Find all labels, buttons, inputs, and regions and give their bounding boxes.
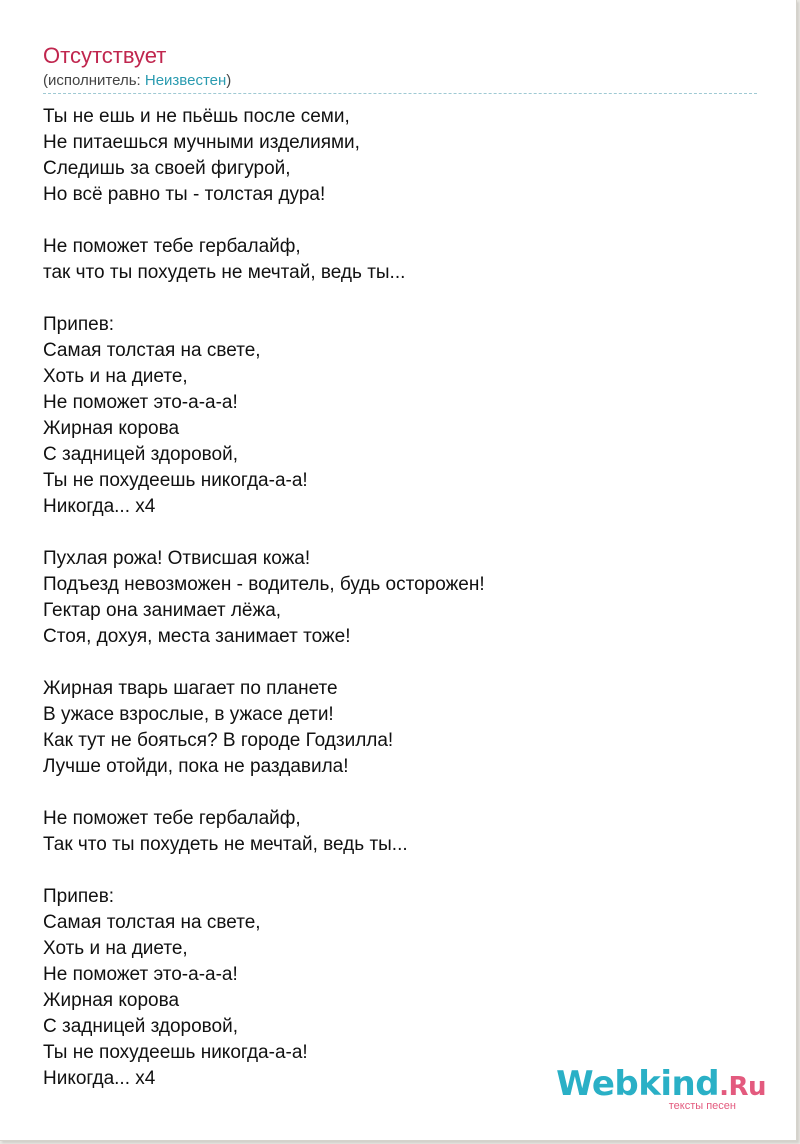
lyric-line: Хоть и на диете, xyxy=(43,938,188,959)
lyric-line: С задницей здоровой, xyxy=(43,1016,239,1037)
lyric-line: Так что ты похудеть не мечтай, ведь ты... xyxy=(43,834,408,855)
stanza-break xyxy=(43,520,485,546)
lyric-line: Жирная тварь шагает по планете xyxy=(43,678,338,699)
stanza-break xyxy=(43,286,485,312)
lyric-line: Не поможет это-а-а-а! xyxy=(43,964,238,985)
lyric-line: С задницей здоровой, xyxy=(43,444,239,465)
stanza-break xyxy=(43,650,485,676)
lyric-line: Припев: xyxy=(43,886,115,907)
lyric-line: В ужасе взрослые, в ужасе дети! xyxy=(43,704,334,725)
logo-tld: .Ru xyxy=(719,1072,766,1102)
lyric-line: Самая толстая на свете, xyxy=(43,340,261,361)
lyric-line: Лучше отойди, пока не раздавила! xyxy=(43,756,349,777)
lyric-line: Самая толстая на свете, xyxy=(43,912,261,933)
lyric-line: Подъезд невозможен - водитель, будь осторожен! xyxy=(43,574,485,595)
webkind-logo xyxy=(556,1066,766,1112)
lyric-line: Ты не похудеешь никогда-а-а! xyxy=(43,470,308,491)
lyric-line: Но всё равно ты - толстая дура! xyxy=(43,184,326,205)
lyric-line: Не поможет тебе гербалайф, xyxy=(43,236,301,257)
lyric-line: Жирная корова xyxy=(43,418,180,439)
lyric-line: Ты не ешь и не пьёшь после семи, xyxy=(43,106,350,127)
lyric-line: Как тут не бояться? В городе Годзилла! xyxy=(43,730,394,751)
lyric-line: так что ты похудеть не мечтай, ведь ты... xyxy=(43,262,406,283)
stanza-break xyxy=(43,780,485,806)
lyric-line: Никогда... x4 xyxy=(43,496,156,517)
lyric-line: Пухлая рожа! Отвисшая кожа! xyxy=(43,548,311,569)
logo-brand: Webkind xyxy=(556,1064,720,1104)
lyric-line: Не поможет тебе гербалайф, xyxy=(43,808,301,829)
artist-line xyxy=(43,72,231,90)
song-title: Отсутствует xyxy=(43,43,167,68)
stanza-break xyxy=(43,208,485,234)
artist-suffix: ) xyxy=(226,72,232,89)
lyric-line: Не питаешься мучными изделиями, xyxy=(43,132,360,153)
lyric-line: Стоя, дохуя, места занимает тоже! xyxy=(43,626,351,647)
title-divider xyxy=(43,93,757,94)
lyrics-text xyxy=(43,104,485,1092)
artist-link[interactable]: Неизвестен xyxy=(144,72,227,89)
lyric-line: Хоть и на диете, xyxy=(43,366,188,387)
lyric-line: Следишь за своей фигурой, xyxy=(43,158,291,179)
lyric-line: Жирная корова xyxy=(43,990,180,1011)
lyric-line: Припев: xyxy=(43,314,115,335)
logo-tagline: тексты песен xyxy=(668,1100,736,1112)
lyric-line: Ты не похудеешь никогда-а-а! xyxy=(43,1042,308,1063)
artist-prefix: (исполнитель: xyxy=(43,72,145,89)
lyric-line: Никогда... x4 xyxy=(43,1068,156,1089)
lyric-line: Не поможет это-а-а-а! xyxy=(43,392,238,413)
stanza-break xyxy=(43,858,485,884)
lyric-line: Гектар она занимает лёжа, xyxy=(43,600,282,621)
